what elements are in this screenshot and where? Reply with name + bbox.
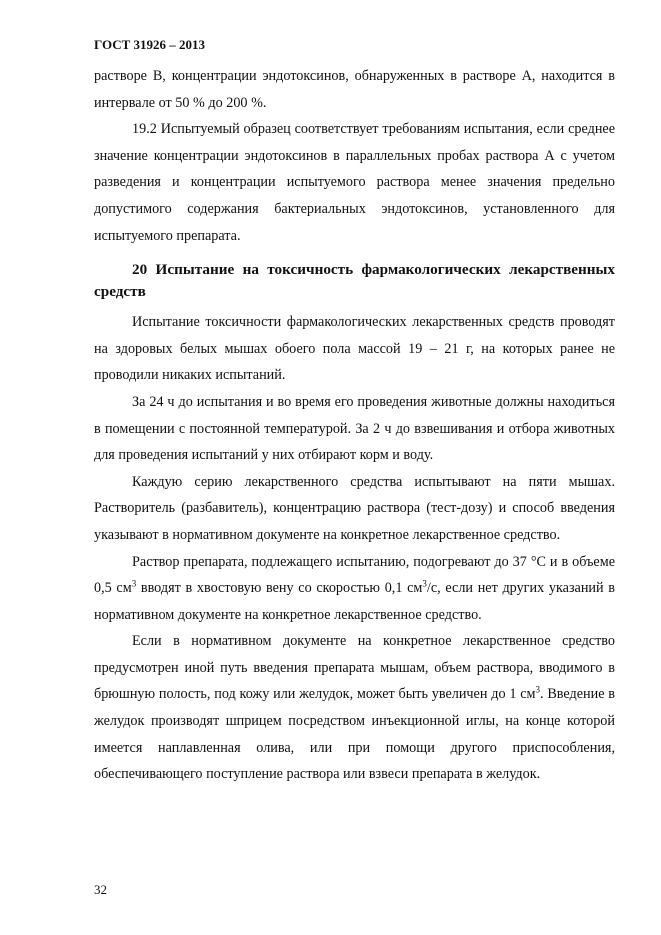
text-fragment: /с, если нет других указаний в нормативном документе на конкретное лекарственное средство.	[94, 580, 615, 623]
paragraph-toxicity-intro: Испытание токсичности фармакологических лекарственных средств проводят на здоровых белых мышах обоего пола массой 19 – 21 г, на которых ранее не проводили никаких испытаний.	[94, 314, 615, 384]
text-fragment: Если в нормативном документе на конкретное лекарственное средство предусмотрен иной путь введения препарата мышам, объем раствора, вводимого в брюшную полость, под кожу или желудок, может быть увеличен до 1 см	[94, 633, 615, 703]
paragraph-alternative-route	[94, 628, 615, 788]
paragraph-animal-conditions: За 24 ч до испытания и во время его проведения животные должны находиться в помещении с постоянной температурой. За 2 ч до взвешивания и отбора животных для проведения испытаний у них отбирают корм и воду.	[94, 393, 615, 464]
document-page	[94, 37, 615, 897]
page-number: 32	[94, 882, 107, 897]
superscript: 3	[422, 578, 427, 589]
paragraph-continuation: растворе В, концентрации эндотоксинов, обнаруженных в растворе А, находится в интервале от 50 % до 200 %.	[94, 68, 615, 111]
text-fragment: Раствор препарата, подлежащего испытанию, подогревают до 37 °С и в объеме 0,5 см	[94, 553, 615, 597]
section-heading-20: 20 Испытание на токсичность фармакологических лекарственных средств	[94, 261, 615, 301]
text-fragment: вводят в хвостовую вену со скоростью 0,1 см	[136, 580, 423, 597]
paragraph-19-2: 19.2 Испытуемый образец соответствует требованиям испытания, если среднее значение концентрации эндотоксинов в параллельных пробах раствора А с учетом разведения и концентрации испытуемого раствора менее значения предельно допустимого содержания бактериальных эндотоксинов, установленного для испытуемого препарата.	[94, 121, 615, 244]
paragraph-series-testing: Каждую серию лекарственного средства испытывают на пяти мышах. Растворитель (разбавитель), концентрацию раствора (тест-дозу) и способ введения указывают в нормативном документе на конкретное лекарственное средство.	[94, 473, 615, 543]
text-fragment: . Введение в желудок производят шприцем посредством инъекционной иглы, на конце которой имеется наплавленная олива, или при помощи другого приспособления, обеспечивающего поступление раствора или взвеси препарата в желудок.	[94, 686, 615, 783]
superscript: 3	[131, 578, 137, 589]
document-header: ГОСТ 31926 – 2013	[94, 37, 206, 52]
superscript: 3	[535, 684, 540, 695]
paragraph-solution-injection	[94, 549, 615, 629]
